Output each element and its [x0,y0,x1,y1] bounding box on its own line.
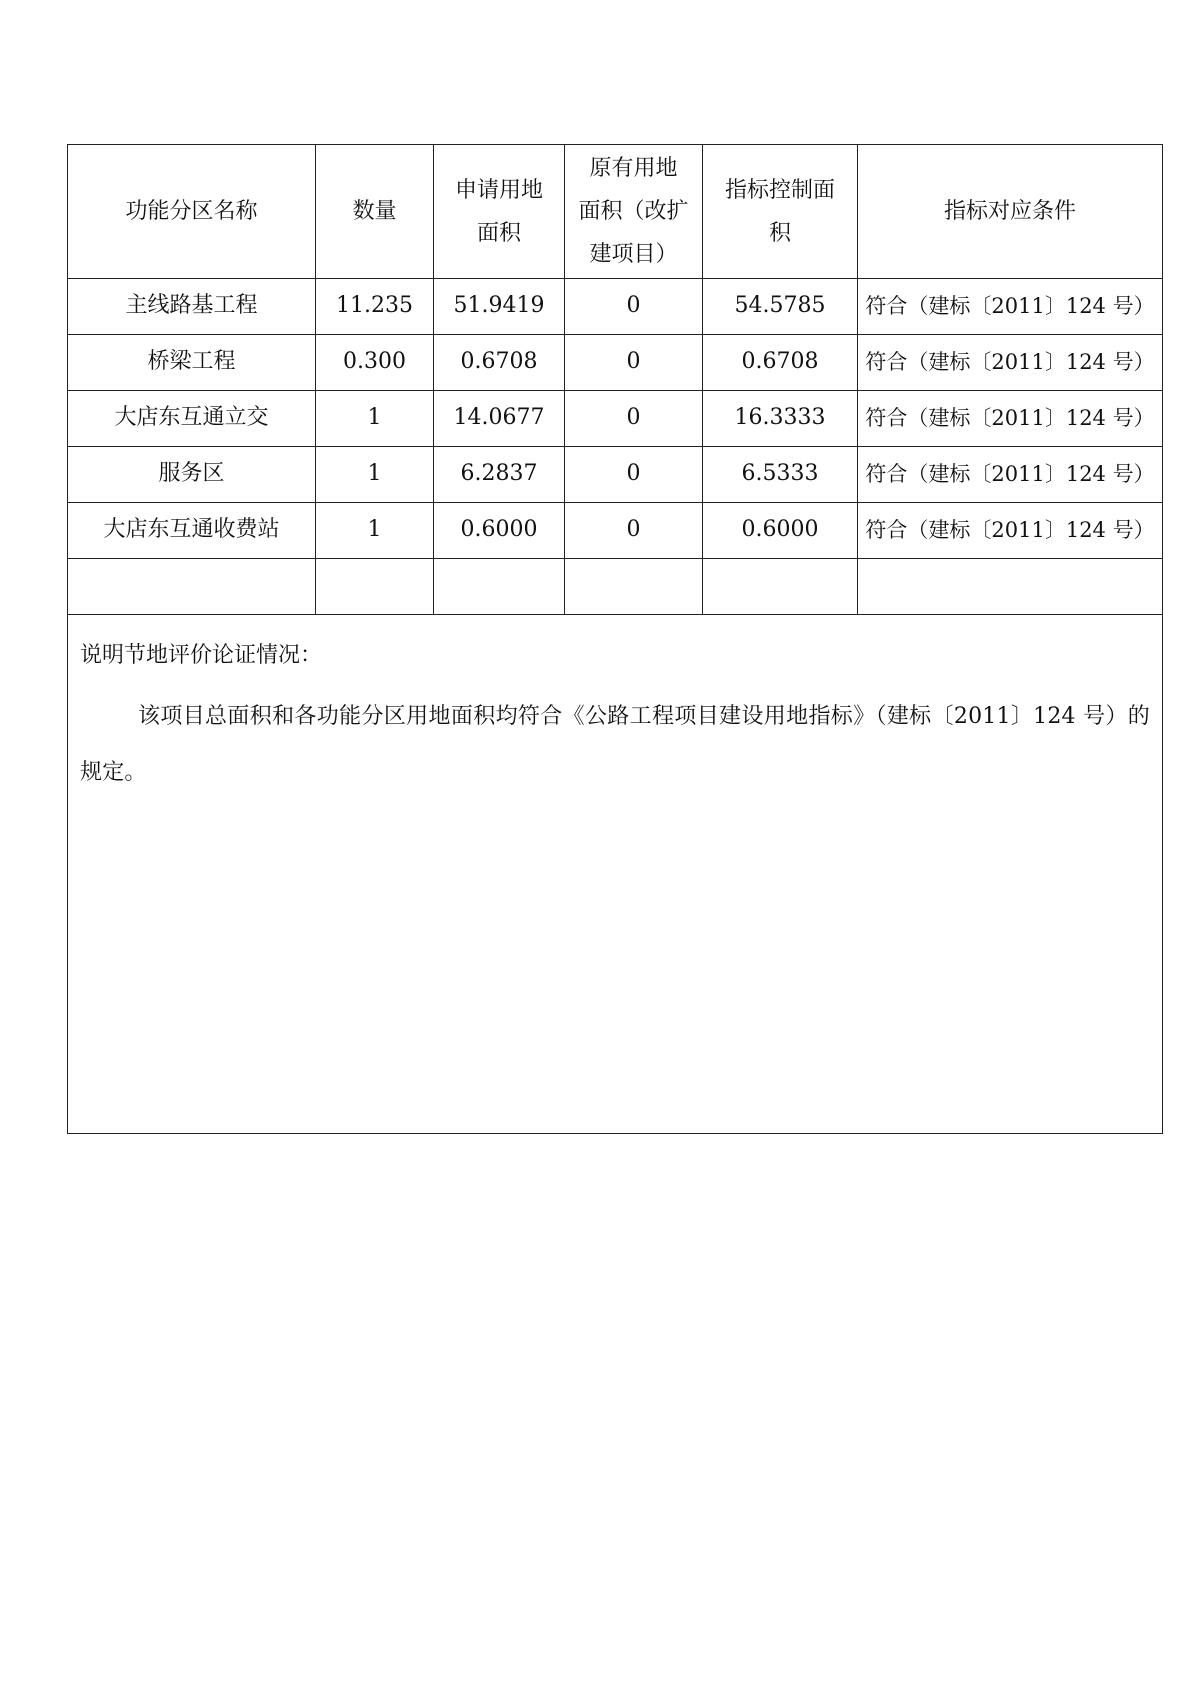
cell-zone-name: 主线路基工程 [68,279,316,335]
cell-indicator-condition: 符合（建标〔2011〕124 号） [858,335,1163,391]
cell-quantity: 1 [316,503,434,559]
cell-existing-area [565,559,703,615]
table-row [68,335,1163,391]
cell-indicator-area: 6.5333 [703,447,858,503]
cell-indicator-condition: 符合（建标〔2011〕124 号） [858,279,1163,335]
cell-indicator-area: 0.6708 [703,335,858,391]
header-existing-area-label: 原有用地 面积（改扩 建项目） [578,156,689,267]
header-requested-area [434,145,565,279]
header-indicator-area [703,145,858,279]
notes-cell [68,615,1163,1134]
table-header-row [68,145,1163,279]
cell-zone-name: 服务区 [68,447,316,503]
cell-quantity: 11.235 [316,279,434,335]
table-row-empty [68,559,1163,615]
header-requested-area-label: 申请用地 面积 [454,177,543,246]
cell-zone-name: 桥梁工程 [68,335,316,391]
header-quantity: 数量 [316,145,434,279]
notes-row [68,615,1163,1134]
table-row [68,503,1163,559]
notes-body: 该项目总面积和各功能分区用地面积均符合《公路工程项目建设用地指标》（建标〔2011〕124 号）的规定。 [80,704,1150,785]
cell-requested-area: 51.9419 [434,279,565,335]
header-indicator-area-label: 指标控制面 积 [724,177,835,246]
cell-zone-name [68,559,316,615]
table-row [68,447,1163,503]
cell-indicator-condition: 符合（建标〔2011〕124 号） [858,503,1163,559]
cell-requested-area [434,559,565,615]
table-row [68,279,1163,335]
cell-zone-name: 大店东互通立交 [68,391,316,447]
cell-requested-area: 6.2837 [434,447,565,503]
cell-zone-name: 大店东互通收费站 [68,503,316,559]
header-indicator-condition: 指标对应条件 [858,145,1163,279]
land-use-table [67,144,1163,1134]
cell-quantity [316,559,434,615]
cell-quantity: 1 [316,447,434,503]
table-row [68,391,1163,447]
notes-heading: 说明节地评价论证情况： [80,643,323,668]
cell-requested-area: 0.6708 [434,335,565,391]
cell-indicator-area [703,559,858,615]
header-existing-area [565,145,703,279]
cell-indicator-area: 0.6000 [703,503,858,559]
cell-indicator-condition: 符合（建标〔2011〕124 号） [858,391,1163,447]
cell-indicator-area: 16.3333 [703,391,858,447]
cell-existing-area: 0 [565,391,703,447]
cell-requested-area: 14.0677 [434,391,565,447]
cell-indicator-condition: 符合（建标〔2011〕124 号） [858,447,1163,503]
cell-quantity: 0.300 [316,335,434,391]
cell-existing-area: 0 [565,447,703,503]
cell-indicator-area: 54.5785 [703,279,858,335]
cell-existing-area: 0 [565,503,703,559]
header-zone-name: 功能分区名称 [68,145,316,279]
cell-indicator-condition [858,559,1163,615]
cell-existing-area: 0 [565,335,703,391]
cell-requested-area: 0.6000 [434,503,565,559]
cell-existing-area: 0 [565,279,703,335]
cell-quantity: 1 [316,391,434,447]
